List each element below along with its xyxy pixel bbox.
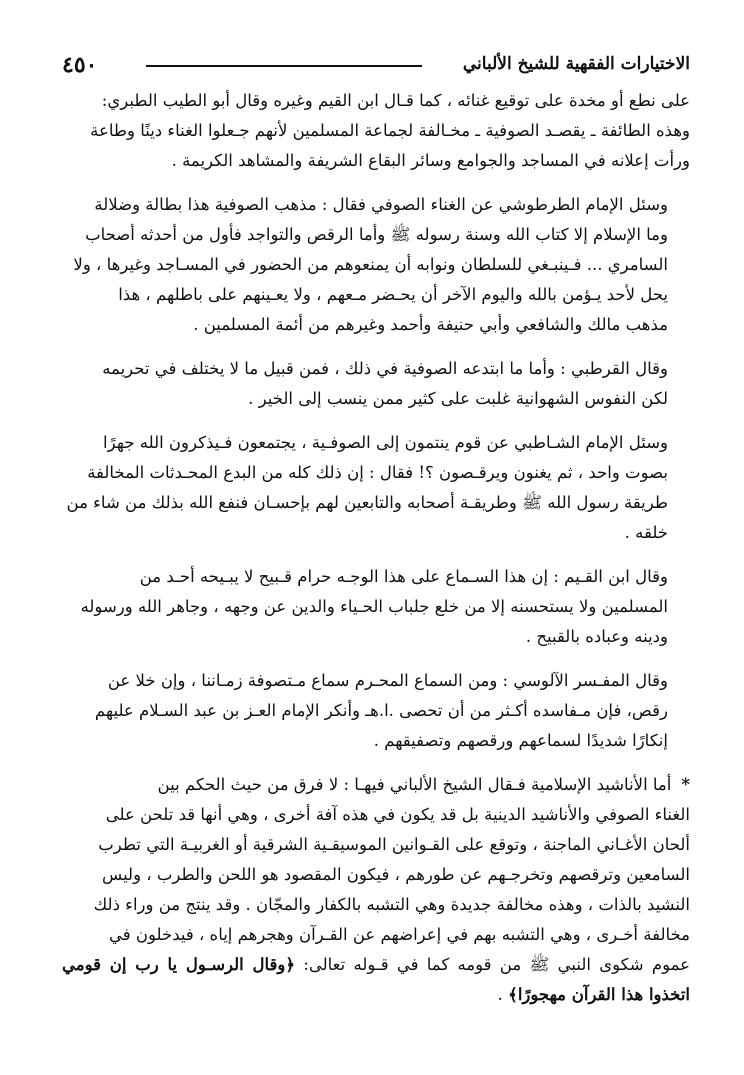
text-line: النشيد بالذات ، وهذه مخالفة جديدة وهي التشبه بالكفار والمجّان . وقد ينتج من وراء ذلك xyxy=(93,895,690,914)
text-line: بصوت واحد ، ثم يغنون ويرقـصون ؟! فقال : إن ذلك كله من البدع المحـدثات المخالفة xyxy=(87,463,668,482)
running-title: الاختيارات الفقهية للشيخ الألباني xyxy=(462,54,690,74)
text-line-content: عموم شكوى النبي ﷺ من قومه كما في قـوله تعالى: xyxy=(303,955,690,974)
text-line: خلقه . xyxy=(624,523,668,542)
paragraph-tabari xyxy=(62,86,690,176)
text-line: ألحان الأغـاني الماجنة ، وتوقع على القـوانين الموسيقـية الشرقية أو الغربيـة التي تطرب xyxy=(98,835,690,854)
text-line: ودينه وعباده بالقبيح . xyxy=(525,627,668,646)
text-line xyxy=(62,770,690,800)
text-line: السامري ... فـينبـغي للسلطان ونوابه أن يمنعوهم من الحضور في المسـاجد وغيرها ، ولا xyxy=(73,255,668,274)
paragraph-alusi xyxy=(62,666,690,756)
text-line: وقال ابن القـيم : إن هذا السـماع على هذا الوجـه حرام قـبيح لا يبـيحه أحـد من xyxy=(139,567,668,586)
paragraph-turtushi xyxy=(62,190,690,340)
text-line: طريقة رسول الله ﷺ وطريقـة أصحابه والتابعين لهم بإحسـان فنفع الله بذلك من شاء من xyxy=(66,493,668,512)
text-line: على نطع أو مخدة على توقيع غنائه ، كما قـال ابن القيم وغيره وقال أبو الطيب الطبري: xyxy=(101,91,690,110)
page-header xyxy=(62,50,690,82)
paragraph-anasheed xyxy=(62,770,690,1010)
text-line: رقص، فإن مـفاسده أكـثر من أن تحصى .ا.هـ وأنكر الإمام العـز بن عبد السـلام عليهم xyxy=(94,701,668,720)
text-line xyxy=(62,950,690,1010)
text-line: ورأت إعلانه في المساجد والجوامع وسائر البقاع الشريفة والمشاهد الكريمة . xyxy=(171,151,690,170)
text-line: إنكارًا شديدًا لسماعهم ورقصهم وتصفيقهم . xyxy=(373,731,668,750)
page-number: ٤٥٠ xyxy=(62,52,98,78)
text-line: الغناء الصوفي والأناشيد الدينية بل قد يكون في هذه آفة أخرى ، وهي أنها قد تلحن على xyxy=(105,805,690,824)
text-line: وهذه الطائفة ـ يقصـد الصوفية ـ مخـالفة لجماعة المسلمين لأنهم جـعلوا الغناء دينًا وطاعة xyxy=(90,121,690,140)
star-marker: * xyxy=(681,775,690,794)
text-line: وسئل الإمام الشـاطبي عن قوم ينتمون إلى الصوفـية ، يجتمعون فـيذكرون الله جهرًا xyxy=(103,433,668,452)
text-line: مخالفة أخـرى ، وهي التشبه بهم في إعراضهم عن القـرآن وهجرهم إياه ، فيدخلون في xyxy=(109,925,690,944)
text-line: مذهب مالك والشافعي وأبي حنيفة وأحمد وغيرهم من أئمة المسلمين . xyxy=(193,315,668,334)
header-rule xyxy=(146,65,422,67)
text-line: وقال القرطبي : وأما ما ابتدعه الصوفية في ذلك ، فمن قبيل ما لا يختلف في تحريمه xyxy=(102,359,668,378)
verse-tail: . xyxy=(497,985,509,1004)
text-line: يحل لأحد يـؤمن بالله واليوم الآخر أن يحـضر مـعهم ، ولا يعـينهم على باطلهم ، هذا xyxy=(118,285,668,304)
text-line: وما الإسلام إلا كتاب الله وسنة رسوله ﷺ وأما الرقص والتواجد فأول من أحدثه أصحاب xyxy=(85,225,668,244)
text-line: وسئل الإمام الطرطوشي عن الغناء الصوفي فقال : مذهب الصوفية هذا بطالة وضلالة xyxy=(94,195,668,214)
paragraph-ibn-qayyim xyxy=(62,562,690,652)
text-line-content: أما الأناشيد الإسلامية فـقال الشيخ الألباني فيهـا : لا فرق من حيث الحكم بين xyxy=(157,775,672,794)
quran-verse: ﴿وقال الرسـول يا رب إن قومي اتخذوا هذا القرآن مهجورًا﴾ xyxy=(62,955,690,1004)
body-text xyxy=(62,86,690,1010)
paragraph-qurtubi xyxy=(62,354,690,414)
text-line: وقال المفـسر الآلوسي : ومن السماع المحـرم سماع مـتصوفة زمـاننا ، وإن خلا عن xyxy=(107,671,668,690)
paragraph-shatibi xyxy=(62,428,690,548)
text-line: لكن النفوس الشهوانية غلبت على كثير ممن ينسب إلى الخير . xyxy=(248,389,668,408)
text-line: المسلمين ولا يستحسنه إلا من خلع جلباب الحـياء والدين عن وجهه ، وجاهر الله ورسوله xyxy=(80,597,668,616)
text-line: السامعين وترقصهم وتخرجـهم عن طورهم ، فيكون المقصود هو اللحن والطرب ، وليس xyxy=(102,865,690,884)
